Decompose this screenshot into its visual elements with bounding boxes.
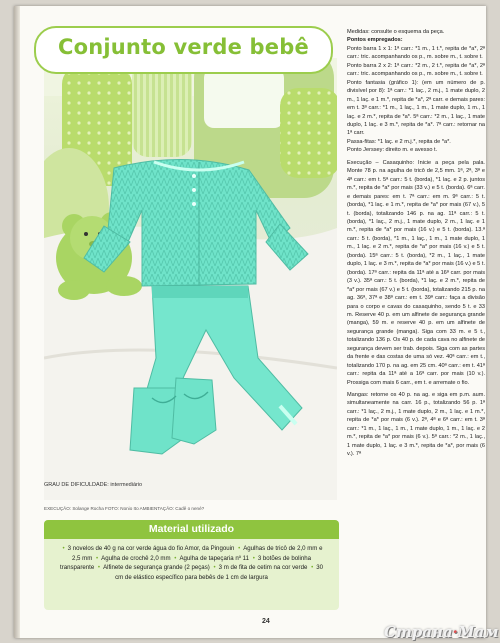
magazine-page [14, 6, 486, 638]
medidas-text: Medidas: consulte o esquema da peça. [347, 29, 445, 35]
watermark-dot: · [452, 623, 458, 641]
mangas-text: Mangas: retorne os 40 p. na ag. e siga em p.m. aum. simultaneamente na carr. 16 p., totalizando 56 p. 1ª carr.: *1 laç., 2 m.j., 1 mate duplo, 2 m., 1 laç. e 1 m.*, repita de *a* por mais (6 v.). 2ª, 4ª e 6ª carr.: em t. 3ª carr.: *1 m., 1 laç., 1 m., 1 mate duplo, 1 m., 1 laç. e 2 m.*, repita de *a* por mais (6 v.). 5ª carr.: *2 m., 1 laç., 1 mate duplo, 1 laç. e 3 m.*, repita de *a*, por mais (6 v.). 7ª [347, 392, 485, 458]
material-item: • 3 novelos de 40 g na cor verde água do fio Amor, da Pingouin [61, 545, 235, 552]
difficulty-label: GRAU DE DIFICULDADE: [44, 482, 109, 488]
ponto-barra-2x2-text: Ponto barra 2 x 2: 1ª carr.: *2 m., 2 t.*, repita de *a*, 2ª carr.: tric. acompanhando os p., m. sobre m., t. sobre t. [347, 62, 485, 78]
material-item: • 3 botões de bolinha transparente [60, 555, 311, 572]
material-item: • Agulhas de tricô de 2,0 mm e 2,5 mm [72, 545, 323, 562]
page-number: 24 [262, 618, 270, 625]
watermark-right: Мам [457, 623, 499, 641]
ponto-barra-1x1-text: Ponto barra 1 x 1: 1ª carr.: *1 m., 1 t.*, repita de *a*, 2ª carr.: tric. acompanhando os p., m. sobre m., t. sobre t. [347, 45, 485, 61]
page-binding-edge [14, 6, 20, 638]
material-heading: Material utilizado [44, 520, 339, 539]
page-title: Conjunto verde bebê [58, 35, 309, 59]
material-item: • Agulha de crochê 2,0 mm [94, 555, 171, 562]
ponto-jerssey-text: Ponto Jerssey: direito m. e avesso t. [347, 147, 438, 154]
watermark-left: Страна [384, 623, 453, 641]
material-item: • Agulha de tapeçaria nº 11 [172, 555, 249, 562]
site-watermark [384, 623, 499, 641]
execucao-text: Execução – Casaquinho: Inicie a peça pela pala. Monte 78 p. na agulha de tricô de 2,5 mm. 1ª, 2ª, 3ª e 4ª carr.: em t. 5ª carr.: 5 t. (borda), *1 laç. e 2 p. juntos m.*, repita de *a* por mais (33 v.) e 5 t. (borda). 6ª carr. e demais pares: em t. 7ª carr.: em m. 9ª carr.: 5 t. (borda), *1 laç. e 1 m.*, repita de *a* por mais (67 v.), 5 t. (borda), totalizando 146 p. na ag. 11ª carr.: 5 t. (borda), *1 laç., 2 m.j., 1 mate duplo, 2 m., 1 laç. e 1 m.*, repita de *a* por mais (16 v.) e 5 t. (borda). 13.ª carr.: 5 t. (borda), *1 m., 1 laç., 1 m., 1 mate duplo, 1 m., 1 laç. e 2 m.*, repita de *a* por mais (16 v.) e 5 t. (borda). 15ª carr.: 5 t. (borda), *2 m., 1 laç., 1 mate duplo, 1 laç. e 3 m.*, repita de *a* por mais (16 v.) e 5 t. (borda). 17ª carr.: repita da 11ª até a 16ª carr. por mais (3 v.). 35ª carr.: 5 t. (borda), *1 laç. e 2 m.*, repita de *a* por mais (67 v.) e 5 t. (borda), totalizando 215 p. na ag. 36ª, 37ª e 38ª carr.: em t. 39ª carr.: faça a divisão para o corpo e cavas do casaquinho, sendo 5 t. e 33 m. Reserve 40 p. em um alfinete de segurança grande (manga), 59 m. e reserve 40 p. em um alfinete de segurança grande (manga). Siga com 33 m. e 5 t., totalizando 136 p. Os 40 p. de cada cava no alfinete de segurança devem ser trab. depois. Siga com as partes da frente e das costas de uma só vez. 40ª carr.: em t., totalizando 170 p. na ag. em 25 cm. 40ª carr.: em t. 41ª carr.: repita da 11ª até a 16ª carr. por mais (10 v.). Prossiga com mais 6 carr., em t. e arremate o fio. [347, 159, 485, 386]
baby-outfit-photo-illustration [44, 58, 337, 500]
material-item: • Alfinete de segurança grande (2 peças) [96, 564, 210, 571]
passa-fitas-text: Passa-fitas: *1 laç. e 2 m.j.*, repita de *a*. [347, 138, 451, 145]
pontos-heading: Pontos empregados: [347, 37, 403, 44]
product-photo [44, 58, 337, 500]
instructions-column [347, 28, 485, 459]
material-item: • 30 cm de elástico específico para bebês de 1 cm de largura [115, 564, 323, 581]
ponto-fantasia-text: Ponto fantasia (gráfico 1): (em um número de p. divisível por 8): 1ª carr.: *1 laç., 2 m.j., 1 mate duplo, 2 m., 1 laç. e 1 m.*, repita de *a*, 2ª carr. e demais pares: em t. 3ª carr.: *1 m., 1 laç., 1 m., 1 mate duplo, 1 m., 1 laç. e 2 m.*, repita de *a*. 5ª carr.: *2 m., 1 laç., 1 mate duplo, 1 laç. e 3 m.*, repita de *a*. 7ª carr.: retornar na 1ª carr. [347, 79, 485, 137]
difficulty-value: intermediário [110, 482, 143, 488]
material-item: • 3 m de fita de cetim na cor verde [211, 564, 307, 571]
material-box [44, 520, 339, 610]
material-list [44, 539, 339, 582]
difficulty-caption [44, 482, 324, 488]
credits-line: EXECUÇÃO: Solange Rocha FOTO: Nonio Ito AMBIENTAÇÃO: Cadê o nené? [44, 506, 205, 511]
